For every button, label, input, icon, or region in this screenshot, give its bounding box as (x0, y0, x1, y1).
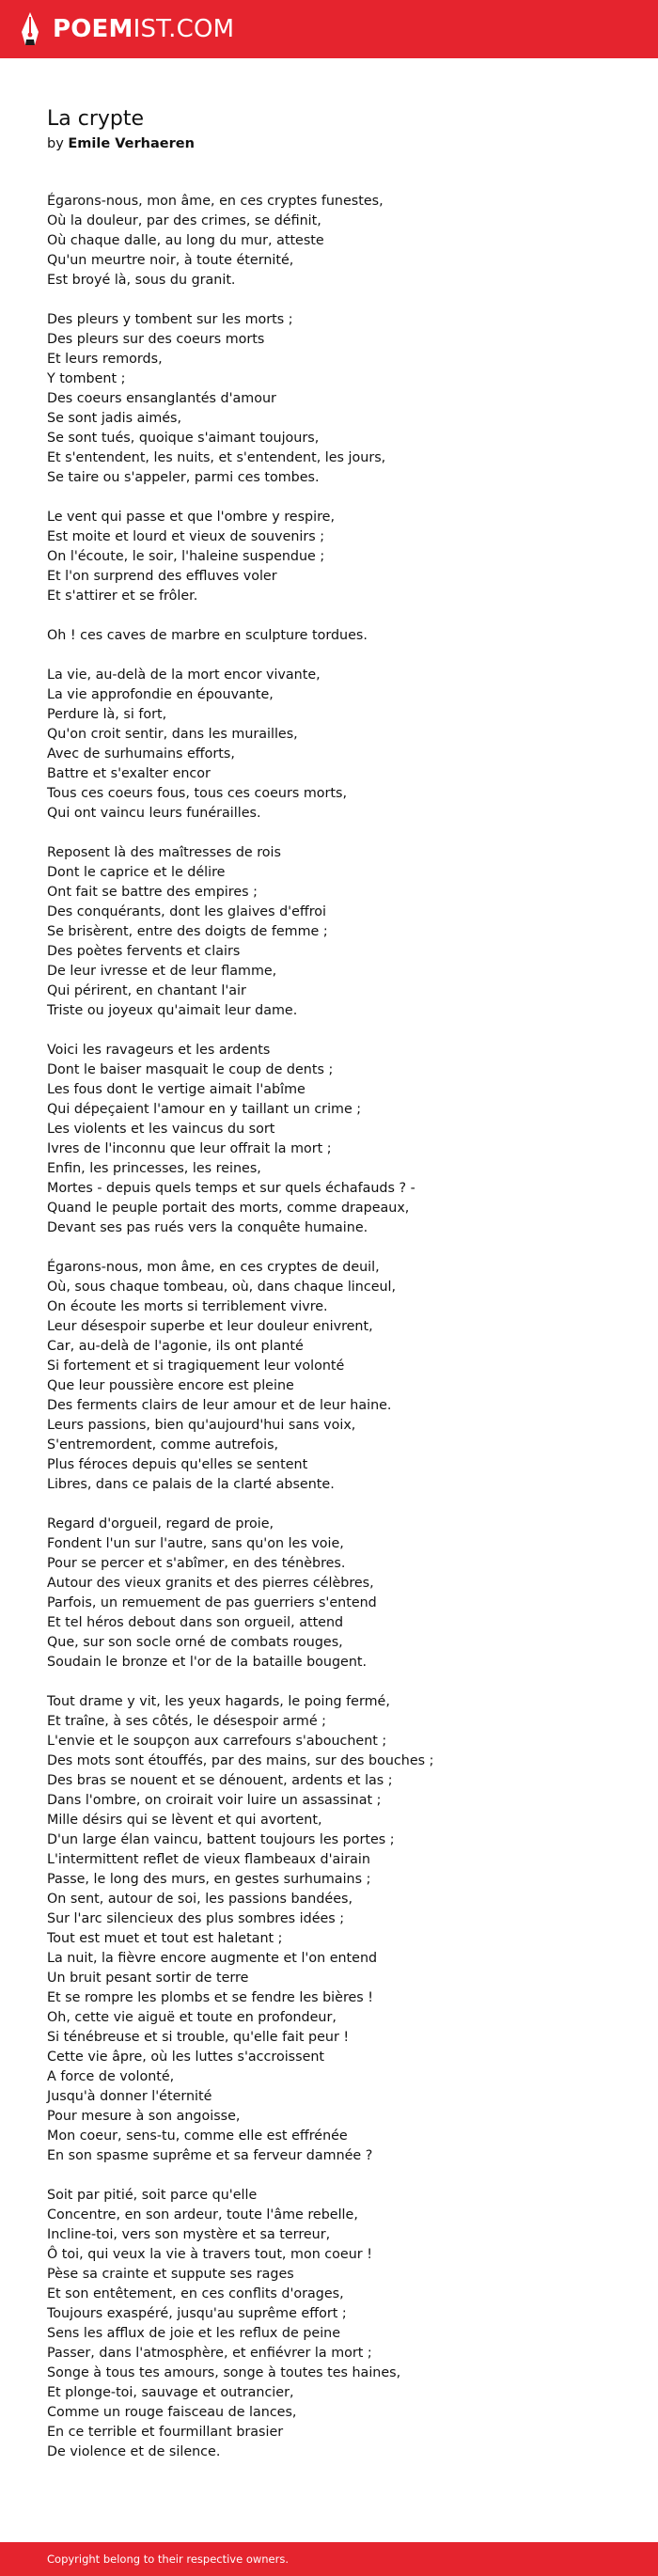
poem-line: Est moite et lourd et vieux de souvenirs ; (47, 529, 325, 544)
poem-line: En ce terrible et fourmillant brasier (47, 2425, 284, 2440)
poem-line: L'envie et le soupçon aux carrefours s'abouchent ; (47, 1734, 387, 1749)
poem-line: Jusqu'à donner l'éternité (47, 2089, 212, 2104)
poem-line: Où la douleur, par des crimes, se définit, (47, 213, 321, 228)
poem-line: Égarons-nous, mon âme, en ces cryptes funestes, (47, 194, 384, 209)
poem-line: Devant ses pas rués vers la conquête humaine. (47, 1220, 368, 1235)
poem-line: Passe, le long des murs, en gestes surhumains ; (47, 1872, 371, 1887)
poem-line: Si ténébreuse et si trouble, qu'elle fait peur ! (47, 2030, 350, 2045)
by-label: by (47, 136, 64, 151)
poem-line: Ô toi, qui veux la vie à travers tout, mon coeur ! (47, 2247, 372, 2262)
poem-line: Leurs passions, bien qu'aujourd'hui sans voix, (47, 1418, 356, 1433)
site-logo-link[interactable] (53, 15, 234, 43)
poem-line: Concentre, en son ardeur, toute l'âme rebelle, (47, 2207, 358, 2223)
stanza (47, 2186, 611, 2462)
poem-line: Sur l'arc silencieux des plus sombres idées ; (47, 1911, 345, 1926)
poem-line: Égarons-nous, mon âme, en ces cryptes de deuil, (47, 1260, 380, 1275)
poem-line: Leur désespoir superbe et leur douleur enivrent, (47, 1319, 373, 1334)
poem-line: Quand le peuple portait des morts, comme drapeaux, (47, 1201, 410, 1216)
stanza (47, 626, 611, 646)
poem-line: Et s'entendent, les nuits, et s'entendent, les jours, (47, 450, 386, 465)
poem-line: Avec de surhumains efforts, (47, 746, 235, 762)
stanza (47, 1515, 611, 1673)
poem-line: Ont fait se battre des empires ; (47, 885, 258, 900)
poem-line: Et tel héros debout dans son orgueil, attend (47, 1615, 344, 1630)
poem-line: Reposent là des maîtresses de rois (47, 845, 281, 860)
poem-line: Pour se percer et s'abîmer, en des ténèbres. (47, 1556, 346, 1571)
poem-line: Dont le baiser masquait le coup de dents ; (47, 1062, 334, 1077)
poem-line: Tout drame y vit, les yeux hagards, le poing fermé, (47, 1694, 390, 1709)
poem-line: Voici les ravageurs et les ardents (47, 1043, 271, 1058)
poem-line: Plus féroces depuis qu'elles se sentent (47, 1457, 308, 1472)
poem-line: Se brisèrent, entre des doigts de femme ; (47, 924, 328, 939)
poem-line: Pèse sa crainte et suppute ses rages (47, 2267, 294, 2282)
poem-line: Sens les afflux de joie et les reflux de peine (47, 2326, 341, 2341)
poem-line: Des conquérants, dont les glaives d'effroi (47, 904, 327, 919)
brand-light: IST.COM (133, 15, 235, 43)
poem-line: Oh, cette vie aiguë et toute en profondeur, (47, 2010, 337, 2025)
poem-line: Et se rompre les plombs et se fendre les bières ! (47, 1990, 374, 2005)
poem-line: Enfin, les princesses, les reines, (47, 1161, 261, 1176)
footer-copyright: Copyright belong to their respective owners. (47, 2552, 290, 2566)
poem-line: Toujours exaspéré, jusqu'au suprême effort ; (47, 2306, 347, 2321)
poem-line: Se sont jadis aimés, (47, 411, 182, 426)
poem-line: De leur ivresse et de leur flamme, (47, 964, 277, 979)
poem-line: Mortes - depuis quels temps et sur quels échafauds ? - (47, 1181, 415, 1196)
poem-line: Y tombent ; (47, 371, 126, 386)
poem-line: Dont le caprice et le délire (47, 865, 226, 880)
stanza (47, 310, 611, 488)
poem-line: Et traîne, à ses côtés, le désespoir armé ; (47, 1714, 327, 1729)
poem-body (47, 192, 611, 2462)
poem-line: Qui périrent, en chantant l'air (47, 983, 246, 998)
poem-line: Se taire ou s'appeler, parmi ces tombes. (47, 470, 320, 485)
poem-line: A force de volonté, (47, 2069, 175, 2084)
poem-line: Qu'un meurtre noir, à toute éternité, (47, 253, 294, 268)
poem-line: Et son entêtement, en ces conflits d'orages, (47, 2286, 344, 2301)
poem-line: Des poètes fervents et clairs (47, 944, 241, 959)
stanza (47, 1692, 611, 2166)
poem-line: Soit par pitié, soit parce qu'elle (47, 2188, 258, 2203)
poem-line: Fondent l'un sur l'autre, sans qu'on les voie, (47, 1536, 344, 1551)
poem-line: Des ferments clairs de leur amour et de leur haine. (47, 1398, 392, 1413)
poem-line: Parfois, un remuement de pas guerriers s'entend (47, 1595, 377, 1610)
poem-line: Qui dépeçaient l'amour en y taillant un crime ; (47, 1102, 362, 1117)
poem-line: Et plonge-toi, sauvage et outrancier, (47, 2385, 294, 2400)
poem-line: Triste ou joyeux qu'aimait leur dame. (47, 1003, 298, 1018)
poem-line: Libres, dans ce palais de la clarté absente. (47, 1477, 335, 1492)
site-header (0, 0, 658, 58)
stanza (47, 508, 611, 606)
poem-line: Oh ! ces caves de marbre en sculpture tordues. (47, 628, 368, 643)
poem-line: Où, sous chaque tombeau, où, dans chaque linceul, (47, 1280, 397, 1295)
poem-line: Cette vie âpre, où les luttes s'accroissent (47, 2050, 325, 2065)
poem-line: Des pleurs y tombent sur les morts ; (47, 312, 293, 327)
poem-line: Ivres de l'inconnu que leur offrait la mort ; (47, 1141, 332, 1156)
poem-line: Et s'attirer et se frôler. (47, 589, 198, 604)
poem-line: Qu'on croit sentir, dans les murailles, (47, 727, 298, 742)
poem-line: La vie, au-delà de la mort encor vivante, (47, 668, 321, 683)
poem-line: L'intermittent reflet de vieux flambeaux d'airain (47, 1852, 370, 1867)
stanza (47, 192, 611, 291)
poem-line: Songe à tous tes amours, songe à toutes tes haines, (47, 2365, 401, 2380)
poem-line: Qui ont vaincu leurs funérailles. (47, 806, 261, 821)
poem-line: Où chaque dalle, au long du mur, atteste (47, 233, 324, 248)
poem-line: Les violents et les vaincus du sort (47, 1122, 275, 1137)
poem-line: Incline-toi, vers son mystère et sa terreur, (47, 2227, 331, 2242)
poem-line: On l'écoute, le soir, l'haleine suspendue ; (47, 549, 325, 564)
poem-line: Tout est muet et tout est haletant ; (47, 1931, 283, 1946)
poem-line: Mon coeur, sens-tu, comme elle est effrénée (47, 2128, 348, 2144)
poem-line: S'entremordent, comme autrefois, (47, 1437, 279, 1453)
poem-line: La vie approfondie en épouvante, (47, 687, 274, 702)
stanza (47, 843, 611, 1021)
poem-line: Autour des vieux granits et des pierres célèbres, (47, 1576, 374, 1591)
stanza (47, 1041, 611, 1238)
stanza (47, 666, 611, 824)
poem-line: Les fous dont le vertige aimait l'abîme (47, 1082, 306, 1097)
poem-line: Mille désirs qui se lèvent et qui avortent, (47, 1813, 322, 1828)
poem-line: Des bras se nouent et se dénouent, ardents et las ; (47, 1773, 393, 1788)
poem-title: La crypte (47, 107, 145, 131)
poem-line: En son spasme suprême et sa ferveur damnée ? (47, 2148, 373, 2163)
site-footer (0, 2542, 658, 2576)
poem-line: Des mots sont étouffés, par des mains, sur des bouches ; (47, 1753, 434, 1768)
poem-line: On sent, autour de soi, les passions bandées, (47, 1892, 353, 1907)
poem-line: Perdure là, si fort, (47, 707, 167, 722)
poem-line: Car, au-delà de l'agonie, ils ont planté (47, 1339, 304, 1354)
poem-line: Passer, dans l'atmosphère, et enfiévrer la mort ; (47, 2346, 372, 2361)
poem-byline (47, 134, 611, 154)
poem-line: Le vent qui passe et que l'ombre y respire, (47, 510, 335, 525)
poem-line: Battre et s'exalter encor (47, 766, 211, 781)
poem-line: Dans l'ombre, on croirait voir luire un assassinat ; (47, 1793, 382, 1808)
poem-line: Soudain le bronze et l'or de la bataille bougent. (47, 1655, 368, 1670)
author-name[interactable]: Emile Verhaeren (68, 136, 195, 151)
poem-content (47, 105, 611, 2482)
poem-line: Est broyé là, sous du granit. (47, 273, 236, 288)
fountain-pen-nib-icon[interactable] (19, 10, 41, 48)
poem-line: D'un large élan vaincu, battent toujours les portes ; (47, 1832, 395, 1847)
poem-line: Des pleurs sur des coeurs morts (47, 332, 265, 347)
poem-line: Pour mesure à son angoisse, (47, 2109, 241, 2124)
poem-line: De violence et de silence. (47, 2444, 221, 2459)
stanza (47, 1258, 611, 1495)
poem-line: Que, sur son socle orné de combats rouges, (47, 1635, 343, 1650)
poem-line: Que leur poussière encore est pleine (47, 1378, 294, 1393)
poem-line: Comme un rouge faisceau de lances, (47, 2405, 297, 2420)
poem-line: Se sont tués, quoique s'aimant toujours, (47, 431, 320, 446)
poem-line: Des coeurs ensanglantés d'amour (47, 391, 276, 406)
poem-line: Tous ces coeurs fous, tous ces coeurs morts, (47, 786, 348, 801)
poem-line: Et l'on surprend des effluves voler (47, 569, 277, 584)
poem-line: On écoute les morts si terriblement vivre. (47, 1299, 328, 1314)
poem-line: La nuit, la fièvre encore augmente et l'on entend (47, 1951, 378, 1966)
brand-bold: POEM (53, 15, 133, 43)
poem-line: Si fortement et si tragiquement leur volonté (47, 1359, 345, 1374)
poem-line: Et leurs remords, (47, 352, 163, 367)
poem-line: Regard d'orgueil, regard de proie, (47, 1516, 274, 1531)
poem-line: Un bruit pesant sortir de terre (47, 1971, 249, 1986)
